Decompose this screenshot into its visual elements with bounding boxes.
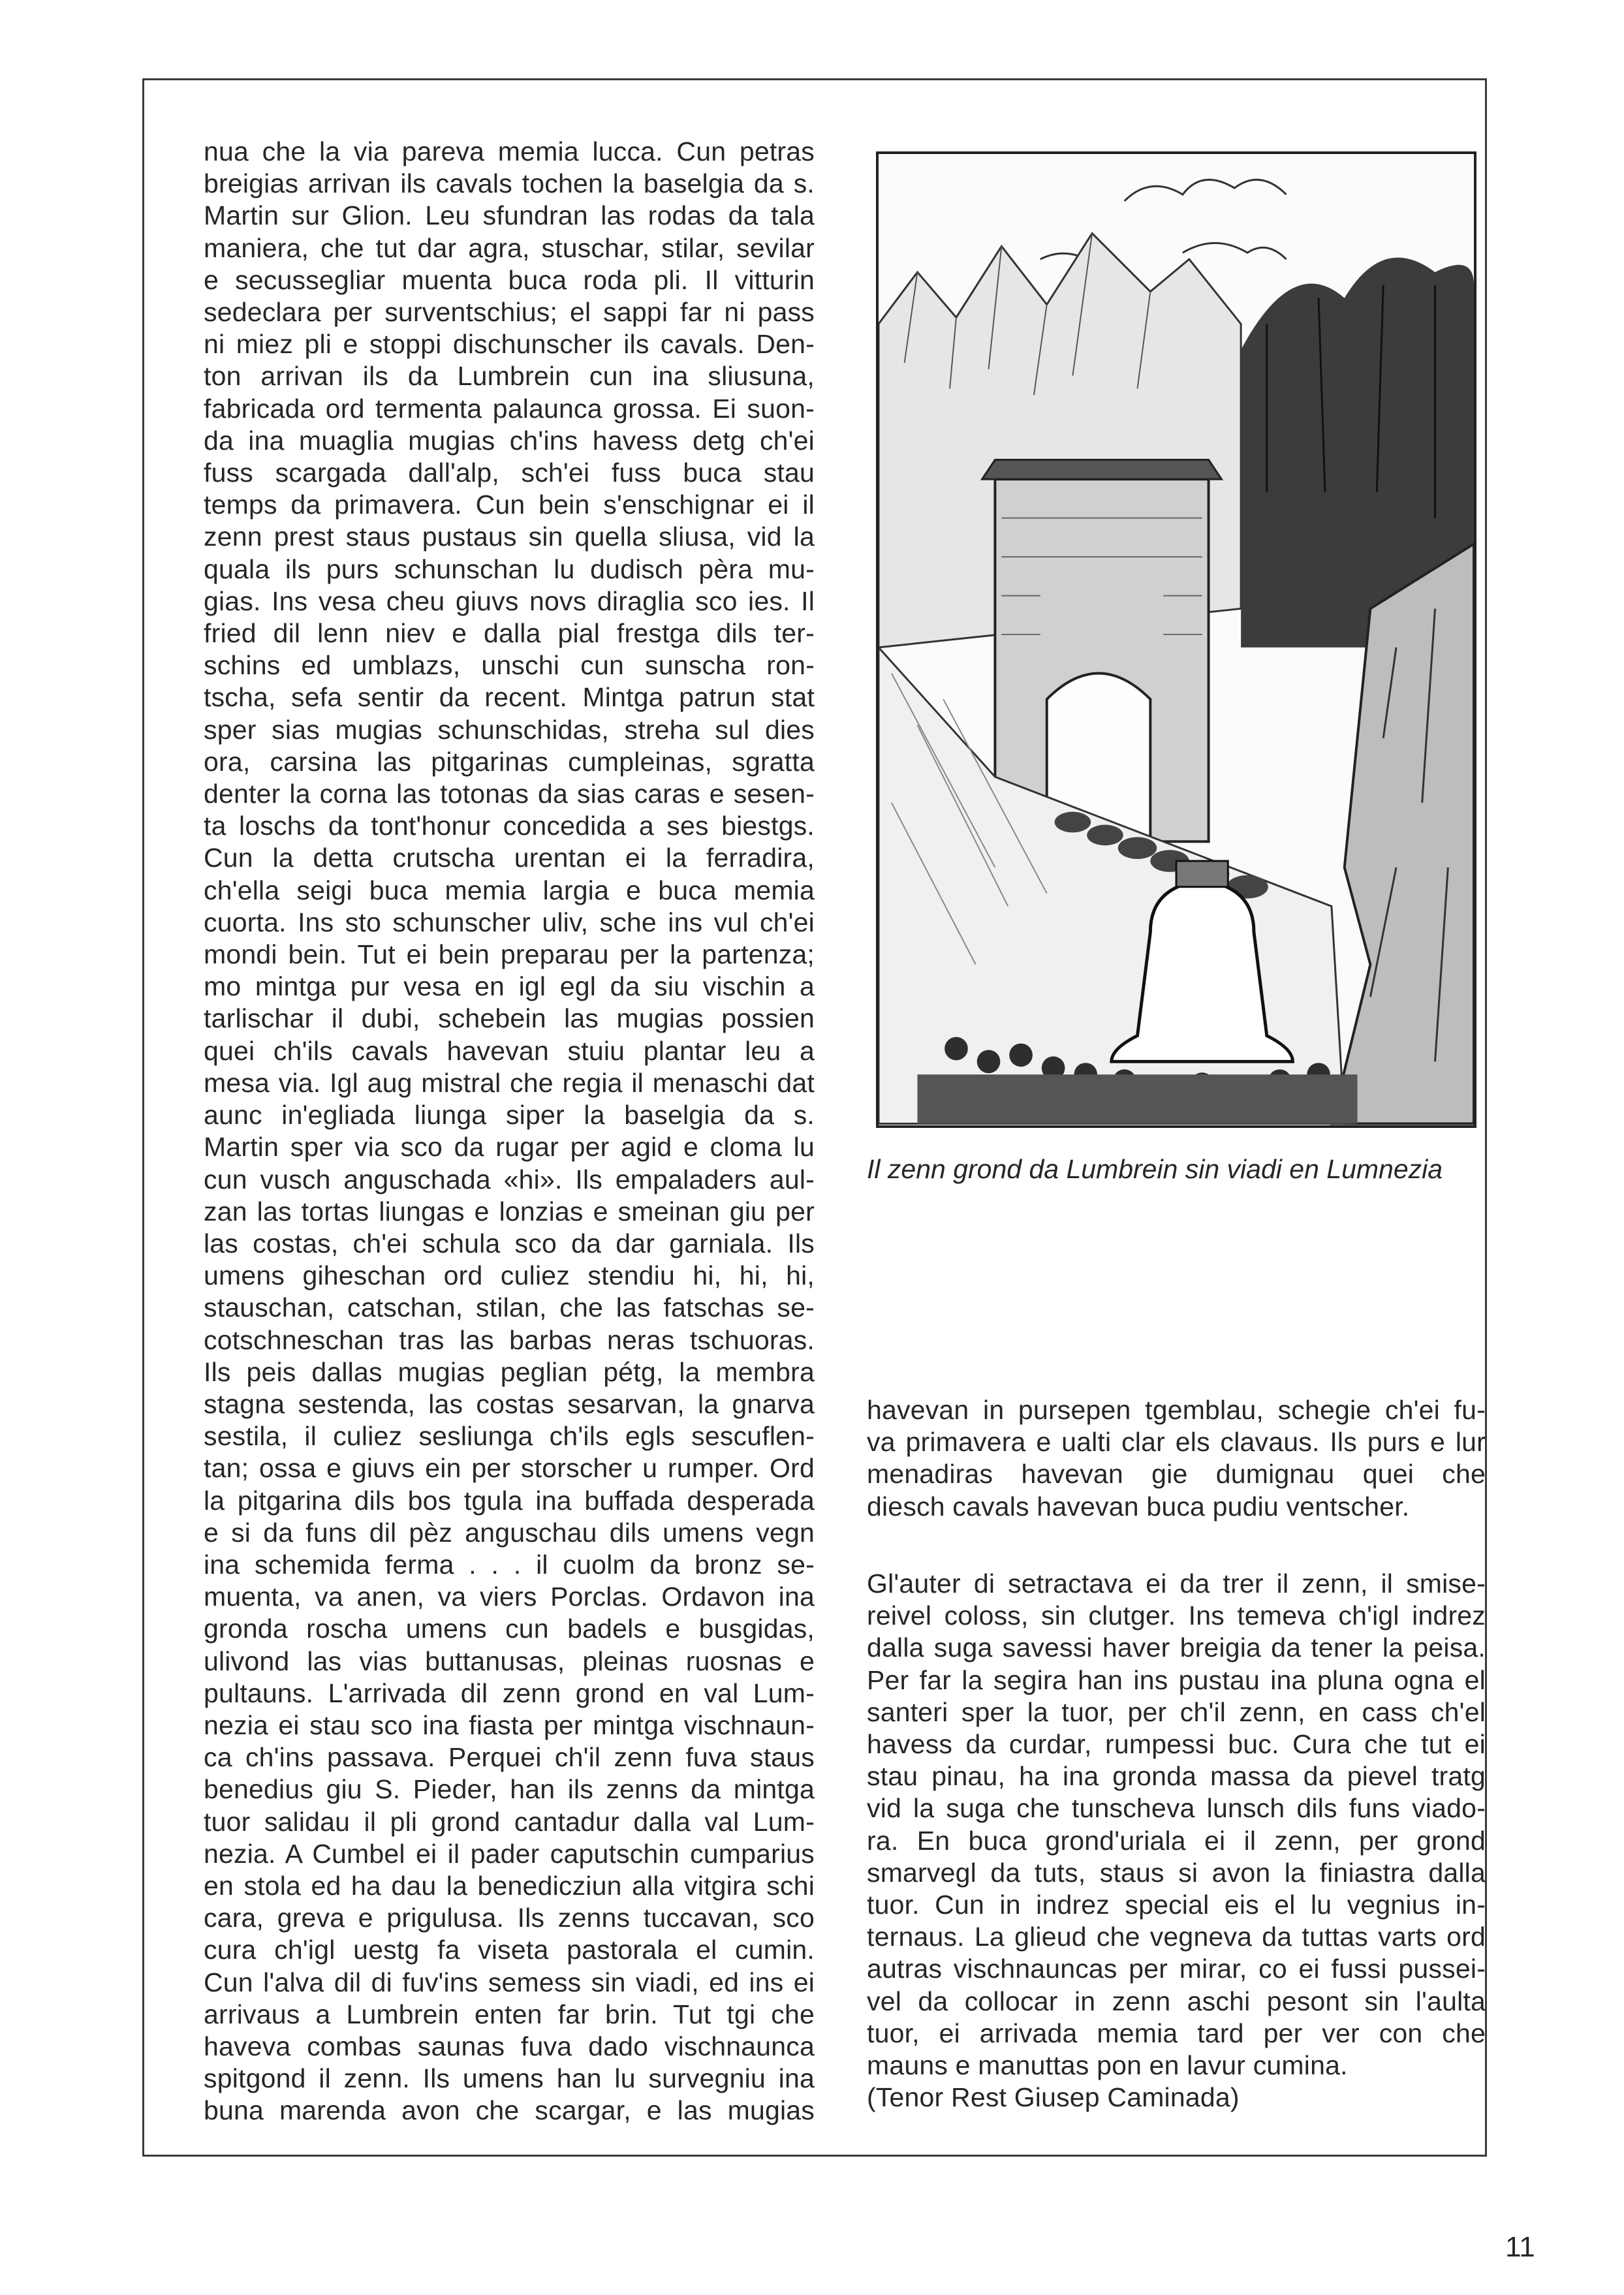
text-line: havevan in pursepen tgemblau, schegie ch'ei fu- — [867, 1395, 1486, 1425]
text-line: breigias arrivan ils cavals tochen la baselgia da s. — [204, 168, 815, 199]
bell-illustration-drawing — [879, 154, 1474, 1125]
text-line: fuss scargada dall'alp, sch'ei fuss buca stau — [204, 458, 815, 488]
text-line: gias. Ins vesa cheu giuvs novs diraglia sco ies. Il — [204, 585, 815, 616]
text-line: ora, carsina las pitgarinas cumpleinas, sgratta — [204, 746, 815, 777]
text-line: e secussegliar muenta buca roda pli. Il vitturin — [204, 264, 815, 295]
illustration-caption: Il zenn grond da Lumbrein sin viadi en Lumnezia — [867, 1154, 1443, 1184]
text-line: cotschneschan tras las barbas neras tschuoras. — [204, 1324, 815, 1355]
text-line: mauns e manuttas pon en lavur cumina. — [867, 2050, 1348, 2081]
text-line: benedius giu S. Pieder, han ils zenns da mintga — [204, 1774, 815, 1805]
text-line: Gl'auter di setractava ei da trer il zenn, il smise- — [867, 1569, 1486, 1599]
text-line: pultauns. L'arrivada dil zenn grond en val Lum- — [204, 1678, 815, 1708]
right-text-paragraph-1 — [867, 1394, 1486, 1523]
text-line: diesch cavals havevan buca pudiu ventscher. — [867, 1491, 1410, 1522]
text-line: tan; ossa e giuvs ein per storscher u rumper. Ord — [204, 1453, 815, 1484]
text-line: aunc in'egliada liunga siper la baselgia da s. — [204, 1100, 815, 1131]
text-line: sestila, il culiez sesliunga ch'ils egls sescuflen- — [204, 1421, 815, 1452]
text-line: dalla suga savessi haver breigia da tener la peisa. — [867, 1632, 1486, 1663]
text-line: ca ch'ins passava. Perquei ch'il zenn fuva staus — [204, 1742, 815, 1773]
text-line: menadiras havevan gie dumignau quei che — [867, 1459, 1486, 1490]
text-line: cuorta. Ins sto schunscher uliv, sche ins vul ch'ei — [204, 907, 815, 937]
text-line: temps da primavera. Cun bein s'enschignar ei il — [204, 490, 815, 520]
text-line: fabricada ord termenta palaunca grossa. Ei suon- — [204, 393, 815, 424]
text-line: Martin sper via sco da rugar per agid e cloma lu — [204, 1132, 815, 1163]
text-line: tarlischar il dubi, schebein las mugias possien — [204, 1003, 815, 1034]
text-line: sedeclara per surventschius; el sappi far ni pass — [204, 297, 815, 328]
text-line: Cun l'alva dil di fuv'ins semess sin viadi, ed ins ei — [204, 1967, 815, 1997]
text-line: Martin sur Glion. Leu sfundran las rodas da tala — [204, 200, 815, 231]
text-line: santeri sper la tuor, per ch'il zenn, en cass ch'el — [867, 1696, 1486, 1727]
text-line: schins ed umblazs, unschi cun sunscha ron- — [204, 650, 815, 681]
text-line: tuor salidau il pli grond cantadur dalla val Lum- — [204, 1806, 815, 1837]
left-text-column — [204, 136, 815, 2127]
text-line: (Tenor Rest Giusep Caminada) — [867, 2082, 1240, 2113]
text-line: ni miez pli e stoppi dischunscher ils cavals. Den- — [204, 329, 815, 360]
text-line: stagna sestenda, las costas sesarvan, la gnarva — [204, 1388, 815, 1419]
text-line: cura ch'igl uestg fa viseta pastorala el cumin. — [204, 1935, 815, 1965]
text-line: nua che la via pareva memia lucca. Cun petras — [204, 136, 815, 166]
text-line: reivel coloss, sin clutger. Ins temeva ch'igl indrez — [867, 1600, 1486, 1631]
text-line: denter la corna las totonas da sias caras e sesen- — [204, 779, 815, 809]
text-line: muenta, va anen, va viers Porclas. Ordavon ina — [204, 1582, 815, 1612]
text-line: vel da collocar in zenn aschi pesont sin l'aulta — [867, 1986, 1486, 2016]
text-line: mesa via. Igl aug mistral che regia il menaschi dat — [204, 1067, 815, 1098]
text-line: nezia. A Cumbel ei il pader caputschin cumparius — [204, 1838, 815, 1869]
text-line: cara, greva e prigulusa. Ils zenns tuccavan, sco — [204, 1903, 815, 1933]
text-line: autras vischnauncas per mirar, co ei fussi pussei- — [867, 1954, 1486, 1984]
text-line: maniera, che tut dar agra, stuschar, stilar, sevilar — [204, 232, 815, 263]
right-text-paragraph-2 — [867, 1568, 1486, 2114]
text-line: ton arrivan ils da Lumbrein cun ina sliusuna, — [204, 361, 815, 392]
page-number: 11 — [1505, 2231, 1535, 2263]
text-line: stau pinau, ha ina gronda massa da pievel tratg — [867, 1761, 1486, 1792]
text-line: nezia ei stau sco ina fiasta per mintga vischnaun- — [204, 1710, 815, 1740]
text-line: sper sias mugias schunschidas, streha sul dies — [204, 714, 815, 745]
text-line: havess da curdar, rumpessi buc. Cura che tut ei — [867, 1729, 1486, 1760]
text-line: haveva combas saunas fuva dado vischnaunca — [204, 2031, 815, 2061]
text-line: cun vusch anguschada «hi». Ils empaladers aul- — [204, 1164, 815, 1194]
text-line: Cun la detta crutscha urentan ei la ferradira, — [204, 843, 815, 873]
text-line: tscha, sefa sentir da recent. Mintga patrun stat — [204, 682, 815, 713]
text-line: buna marenda avon che scargar, e las mugias — [204, 2095, 815, 2126]
text-line: ternaus. La glieud che vegneva da tuttas varts ord — [867, 1922, 1486, 1952]
text-line: ch'ella seigi buca memia largia e buca memia — [204, 875, 815, 905]
text-line: mondi bein. Tut ei bein preparau per la partenza; — [204, 939, 815, 970]
text-line: quei ch'ils cavals havevan stuiu plantar leu a — [204, 1035, 815, 1066]
text-line: ta loschs da tont'honur concedida a ses biestgs. — [204, 811, 815, 841]
text-line: va primavera e ualti clar els clavaus. Ils purs e lur — [867, 1427, 1486, 1458]
text-line: Per far la segira han ins pustau ina pluna ogna el — [867, 1664, 1486, 1695]
text-line: ina schemida ferma . . . il cuolm da bronz se- — [204, 1549, 815, 1580]
text-line: umens giheschan ord culiez stendiu hi, hi, hi, — [204, 1260, 815, 1291]
text-line: Ils peis dallas mugias peglian pétg, la membra — [204, 1356, 815, 1387]
text-line: e si da funs dil pèz anguschau dils umens vegn — [204, 1517, 815, 1548]
text-line: ulivond las vias buttanusas, pleinas ruosnas e — [204, 1646, 815, 1676]
text-line: la pitgarina dils bos tgula ina buffada desperada — [204, 1485, 815, 1516]
text-line: vid la suga che tunscheva lunsch dils funs viado- — [867, 1793, 1486, 1824]
text-line: tuor, ei arrivada memia tard per ver con che — [867, 2018, 1486, 2048]
text-line: spitgond il zenn. Ils umens han lu survegniu ina — [204, 2063, 815, 2094]
text-line: en stola ed ha dau la benedicziun alla vitgira schi — [204, 1870, 815, 1901]
text-line: las costas, ch'ei schula sco da dar garniala. Ils — [204, 1228, 815, 1258]
text-line: quala ils purs schunschan lu dudisch pèra mu- — [204, 554, 815, 584]
text-line: zenn prest staus pustaus sin quella sliusa, vid la — [204, 522, 815, 552]
text-line: mo mintga pur vesa en igl egl da siu vischin a — [204, 971, 815, 1002]
text-line: tuor. Cun in indrez special eis el lu vegnius in- — [867, 1890, 1486, 1920]
text-line: gronda roscha umens cun badels e busgidas, — [204, 1614, 815, 1644]
text-line: da ina muaglia mugias ch'ins havess detg ch'ei — [204, 425, 815, 456]
text-line: ra. En buca grond'uriala ei il zenn, per grond — [867, 1825, 1486, 1856]
text-line: stauschan, catschan, stilan, che las fatschas se- — [204, 1292, 815, 1323]
illustration-bell-procession — [876, 151, 1476, 1128]
text-line: smarvegl da tuts, staus si avon la finiastra dalla — [867, 1857, 1486, 1888]
text-line: fried dil lenn niev e dalla pial frestga dils ter- — [204, 618, 815, 649]
text-line: zan las tortas liungas e lonzias e smeinan giu per — [204, 1196, 815, 1226]
text-line: arrivaus a Lumbrein enten far brin. Tut tgi che — [204, 1999, 815, 2029]
